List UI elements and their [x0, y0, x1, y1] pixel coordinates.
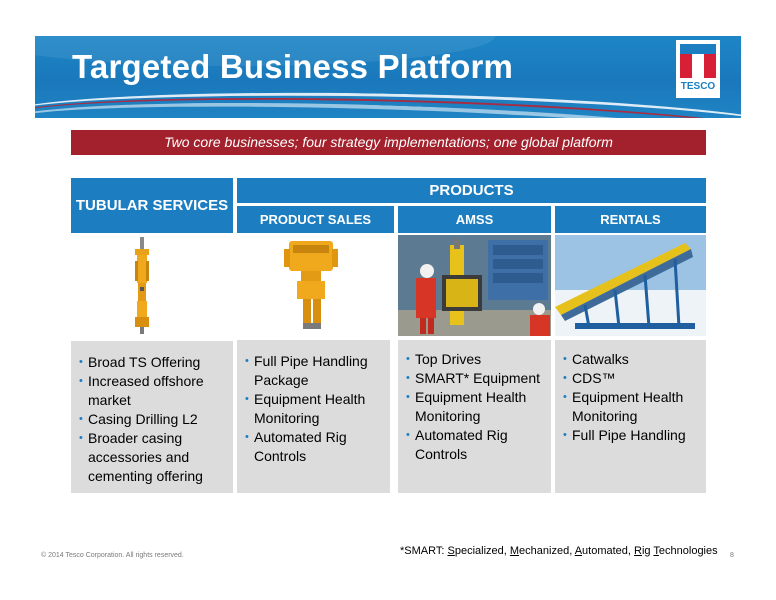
list-item: • Broad TS Offering [79, 354, 201, 370]
list-item: • Equipment Health Monitoring [406, 389, 527, 424]
header-products: PRODUCTS [237, 178, 706, 203]
rentals-panel [555, 340, 706, 493]
list-item: • Increased offshore market [79, 373, 204, 408]
logo-text: TESCO [680, 81, 716, 92]
catwalk-rental-image [555, 235, 706, 336]
header-amss: AMSS [398, 206, 551, 233]
smart-footnote: *SMART: Specialized, Mechanized, Automated, Rig Technologies [400, 545, 718, 557]
header-tubular-services: TUBULAR SERVICES [71, 178, 233, 233]
amss-panel [398, 340, 551, 493]
list-item: • CDS™ [563, 370, 616, 386]
product-sales-panel [237, 340, 390, 493]
list-item: • Top Drives [406, 351, 482, 367]
list-item: • Catwalks [563, 351, 629, 367]
list-item: • Casing Drilling L2 [79, 411, 198, 427]
list-item: • Automated Rig Controls [406, 427, 508, 462]
list-item: • Full Pipe Handling Package [245, 353, 368, 388]
pipe-handling-tool-image [237, 235, 394, 336]
tubular-services-panel [71, 341, 233, 493]
list-item: • Broader casing accessories and cementing offering [79, 430, 203, 484]
page-number: 8 [730, 552, 734, 559]
header-rentals: RENTALS [555, 206, 706, 233]
copyright-text: © 2014 Tesco Corporation. All rights reserved. [41, 552, 184, 559]
tesco-logo [676, 40, 720, 98]
list-item: • SMART* Equipment [406, 370, 541, 386]
slide-title: Targeted Business Platform [72, 48, 514, 85]
list-item: • Automated Rig Controls [245, 429, 347, 464]
list-item: • Equipment Health Monitoring [245, 391, 366, 426]
list-item: • Full Pipe Handling [563, 427, 686, 443]
tubular-tool-image [71, 235, 233, 336]
subtitle-bar: Two core businesses; four strategy implementations; one global platform [71, 130, 706, 155]
list-item: • Equipment Health Monitoring [563, 389, 684, 424]
amss-workshop-image [398, 235, 551, 336]
header-product-sales: PRODUCT SALES [237, 206, 394, 233]
